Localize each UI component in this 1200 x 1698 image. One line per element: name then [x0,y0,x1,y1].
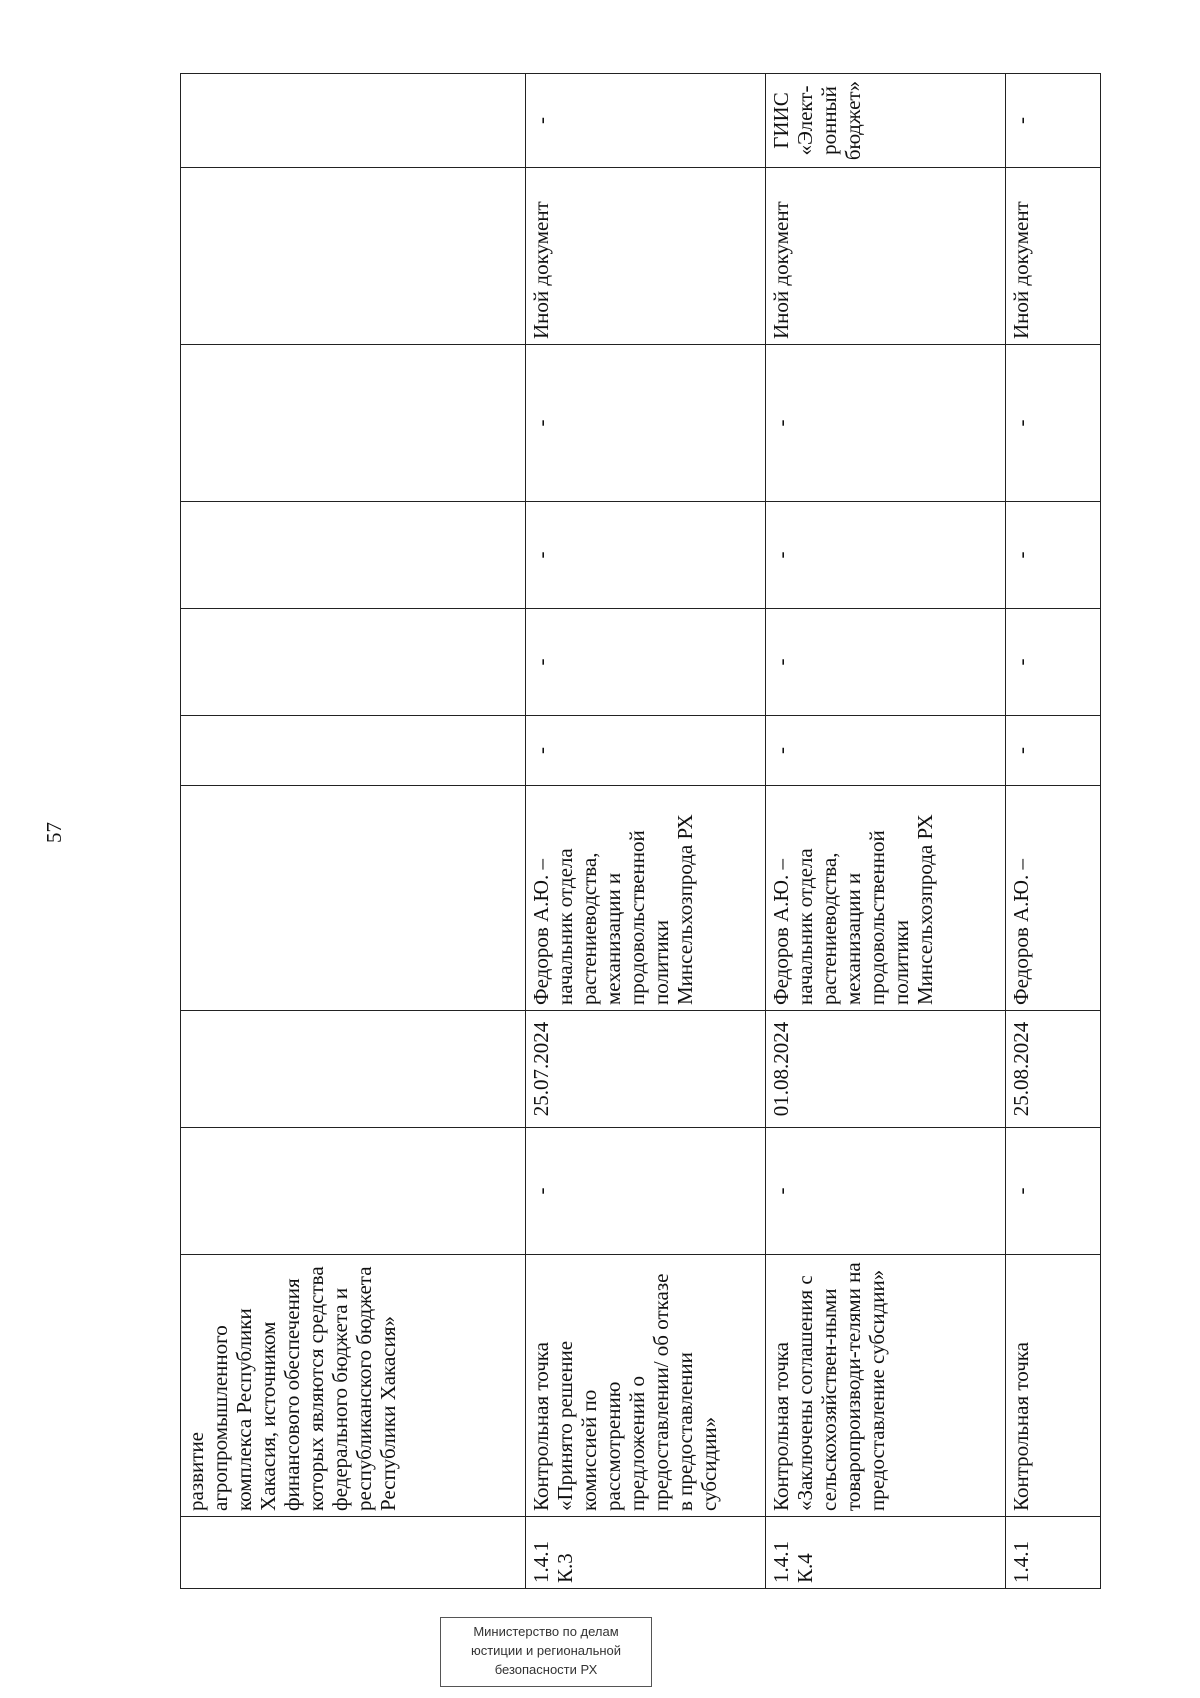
document-type-cell: Иной документ [1006,168,1101,345]
table-cell [181,502,526,609]
table-cell [181,168,526,345]
table-cell [181,1128,526,1255]
date-cell: 01.08.2024 [766,1011,1006,1128]
row-number-cell: 1.4.1 [1006,1517,1101,1589]
table-cell: - [526,502,766,609]
table-cell: - [766,609,1006,716]
table-row-k3 [526,74,766,1589]
document-type-cell: Иной документ [766,168,1006,345]
row-number-cell: 1.4.1 К.3 [526,1517,766,1589]
control-point-name-cell: Контрольная точка «Заключены соглашения с сельскохозяйствен-ными товаропроизводи-телями на предоставление субсидии» [766,1255,1006,1517]
date-cell: 25.07.2024 [526,1011,766,1128]
table-cell: - [1006,1128,1101,1255]
row-number-cell [181,1517,526,1589]
table-cell: - [766,502,1006,609]
table-cell: - [526,1128,766,1255]
table-cell: - [526,609,766,716]
control-point-name-cell: Контрольная точка [1006,1255,1101,1517]
document-type-cell: Иной документ [526,168,766,345]
responsible-cell: Федоров А.Ю. – начальник отдела растениеводства, механизации и продовольственной политики Минсельхозпрода РХ [526,786,766,1011]
ministry-stamp [440,1617,652,1687]
table-cell: - [766,1128,1006,1255]
table-row-continuation [181,74,526,1589]
row-number-cell: 1.4.1 К.4 [766,1517,1006,1589]
table-cell [181,1011,526,1128]
table-cell [181,716,526,786]
table-row-k5 [1006,74,1101,1589]
table-cell: - [526,345,766,502]
info-system-cell: ГИИС «Элект-ронный бюджет» [766,74,1006,168]
control-point-name-cell: Контрольная точка «Принято решение комиссией по рассмотрению предложений о предоставлении/ об отказе в предоставлении субсидии» [526,1255,766,1517]
table-cell: - [526,716,766,786]
info-system-cell: - [526,74,766,168]
plan-table [180,73,1101,1589]
table-cell: - [766,716,1006,786]
table-cell [181,345,526,502]
table-row-k4 [766,74,1006,1589]
table-cell: - [766,345,1006,502]
table-cell [181,74,526,168]
stamp-line: безопасности РХ [494,1662,598,1677]
date-cell: 25.08.2024 [1006,1011,1101,1128]
stamp-line: юстиции и региональной [470,1643,622,1658]
rotated-table-container [180,74,1100,1589]
page-number: 57 [42,822,66,843]
control-point-name-cell: развитие агропромышленного комплекса Республики Хакасия, источником финансового обеспечения которых являются средства федерального бюджета и республиканского бюджета Республики Хакасия» [181,1255,526,1517]
info-system-cell: - [1006,74,1101,168]
table-cell: - [1006,716,1101,786]
table-cell [181,786,526,1011]
table-cell: - [1006,345,1101,502]
responsible-cell: Федоров А.Ю. – [1006,786,1101,1011]
responsible-cell: Федоров А.Ю. – начальник отдела растениеводства, механизации и продовольственной политики Минсельхозпрода РХ [766,786,1006,1011]
table-cell: - [1006,502,1101,609]
table-cell [181,609,526,716]
table-cell: - [1006,609,1101,716]
stamp-line: Министерство по делам [473,1624,619,1639]
